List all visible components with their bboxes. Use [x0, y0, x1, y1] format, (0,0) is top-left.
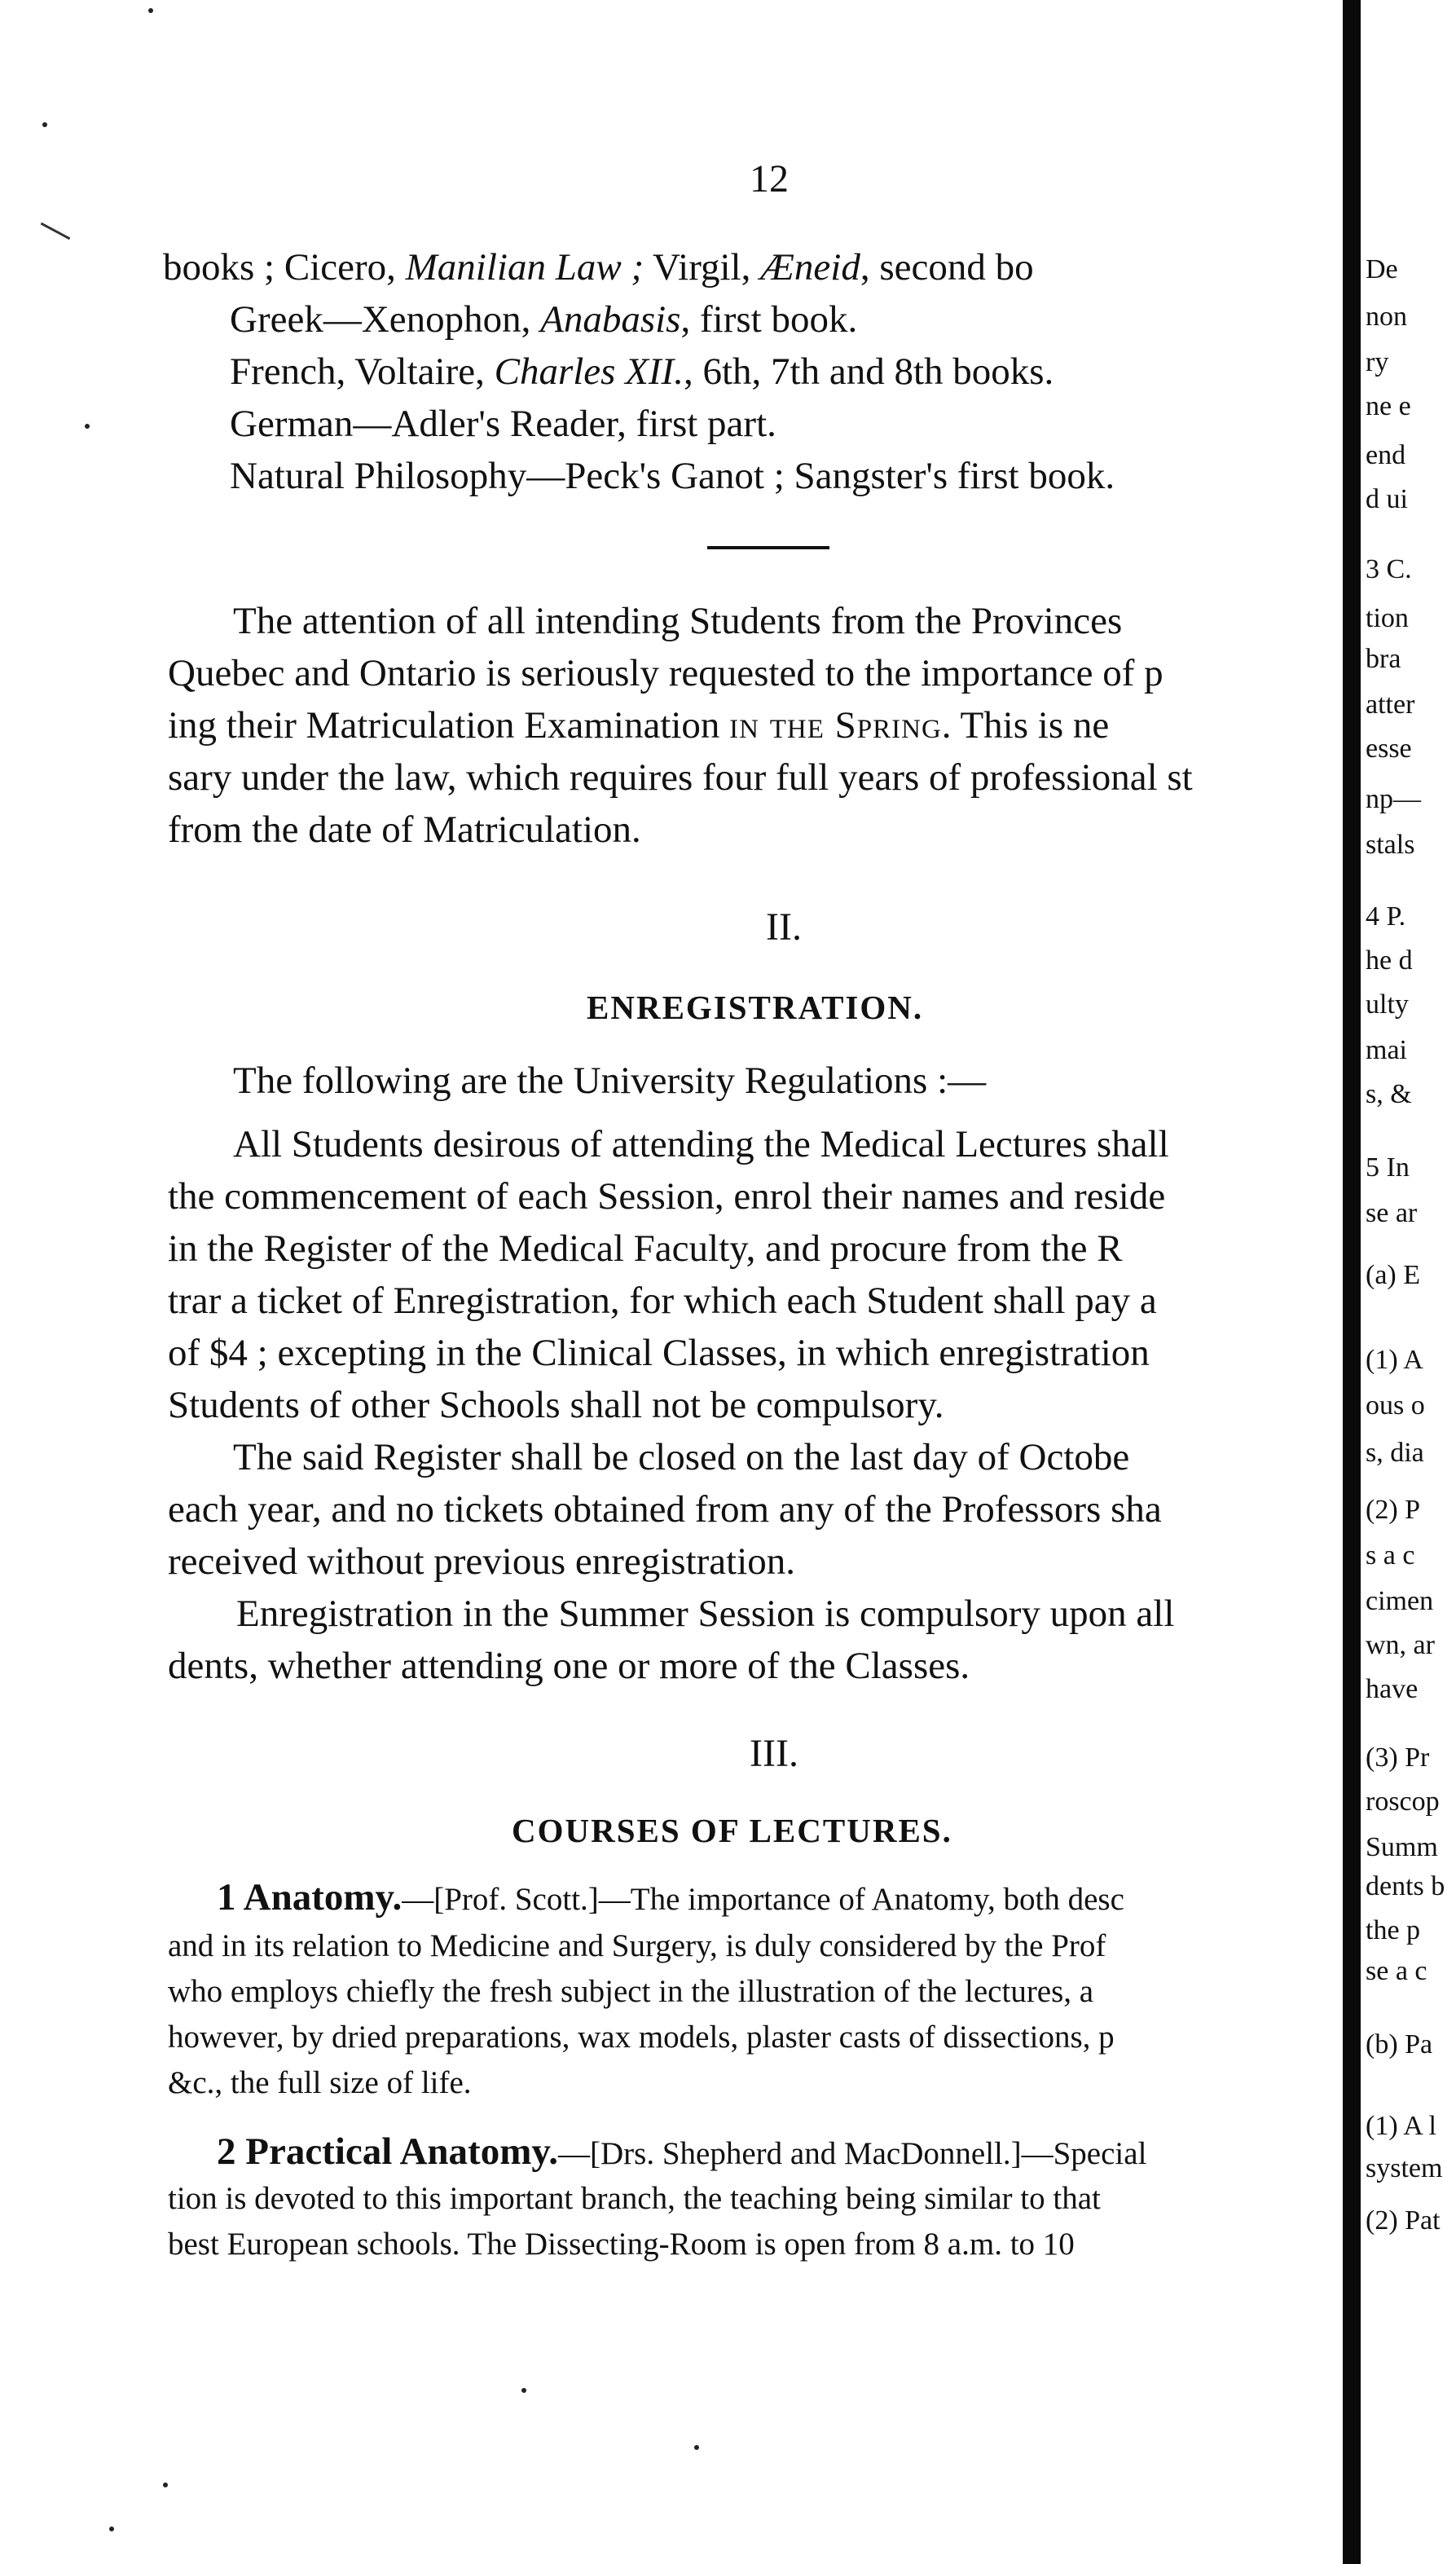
adjacent-page-fragment: 5 In — [1366, 1152, 1410, 1183]
anatomy-line-1: 1 Anatomy.—[Prof. Scott.]—The importance of Anatomy, both desc — [217, 1876, 1124, 1919]
adjacent-page-fragment: Summ — [1366, 1832, 1438, 1862]
speck-mark — [41, 222, 71, 240]
practical-lead: 2 Practical Anatomy. — [217, 2130, 559, 2173]
adjacent-page-fragment: cimen — [1366, 1586, 1434, 1616]
intro-line-3: French, Voltaire, Charles XII., 6th, 7th and 8th books. — [230, 350, 1054, 393]
adjacent-page-fragment: esse — [1366, 734, 1412, 764]
adjacent-page-fragment: he d — [1366, 945, 1413, 976]
speck — [521, 2388, 526, 2393]
adjacent-page-fragment: 4 P. — [1366, 901, 1406, 932]
adjacent-page-fragment: stals — [1366, 830, 1415, 860]
speck — [109, 2527, 114, 2531]
enreg-line-5: trar a ticket of Enregistration, for which each Student shall pay a — [168, 1280, 1157, 1322]
enreg-line-9: each year, and no tickets obtained from any of the Professors sha — [168, 1488, 1162, 1531]
section-two-title: ENREGISTRATION. — [587, 989, 924, 1026]
adjacent-page-fragment: se ar — [1366, 1198, 1418, 1228]
adjacent-page-fragment: (1) A l — [1366, 2111, 1436, 2141]
enreg-line-11: Enregistration in the Summer Session is compulsory upon all — [236, 1593, 1175, 1635]
adjacent-page-fragment: bra — [1366, 644, 1401, 674]
section-divider — [707, 546, 829, 549]
attention-line-4: sary under the law, which requires four full years of professional st — [168, 756, 1193, 799]
intro-line-4: German—Adler's Reader, first part. — [230, 403, 776, 445]
enreg-line-1: The following are the University Regulations :— — [233, 1060, 987, 1102]
adjacent-page-fragment: se a c — [1366, 1956, 1427, 1986]
practical-line-3: best European schools. The Dissecting-Room is open from 8 a.m. to 10 — [168, 2227, 1075, 2262]
adjacent-page-fragment: the p — [1366, 1915, 1421, 1945]
adjacent-page-fragment: tion — [1366, 603, 1409, 633]
adjacent-page-fragment: (3) Pr — [1366, 1742, 1430, 1773]
speck — [694, 2445, 699, 2450]
enreg-line-7: Students of other Schools shall not be compulsory. — [168, 1384, 944, 1426]
adjacent-page-fragment: s, dia — [1366, 1438, 1424, 1468]
attention-line-5: from the date of Matriculation. — [168, 808, 641, 851]
adjacent-page-fragment: ry — [1366, 347, 1389, 377]
adjacent-page-fragment: ne e — [1366, 391, 1411, 421]
adjacent-page-fragment: non — [1366, 302, 1407, 332]
enreg-line-12: dents, whether attending one or more of the Classes. — [168, 1645, 970, 1687]
anatomy-line-5: &c., the full size of life. — [168, 2065, 472, 2100]
adjacent-page-fragment: ulty — [1366, 989, 1409, 1020]
speck — [42, 122, 47, 127]
enreg-line-10: received without previous enregistration. — [168, 1540, 796, 1583]
adjacent-page-fragment: (b) Pa — [1366, 2029, 1433, 2060]
adjacent-page-fragment: atter — [1366, 689, 1415, 720]
attention-line-2: Quebec and Ontario is seriously requested to the importance of p — [168, 652, 1163, 694]
adjacent-page-fragment: ous o — [1366, 1390, 1425, 1421]
adjacent-page-fragment: end — [1366, 440, 1406, 470]
adjacent-page-fragment: (1) A — [1366, 1345, 1423, 1375]
section-two-numeral: II. — [766, 905, 802, 949]
anatomy-lead: 1 Anatomy. — [217, 1876, 402, 1919]
adjacent-page-fragment: roscop — [1366, 1786, 1440, 1817]
enreg-line-6: of $4 ; excepting in the Clinical Classes, in which enregistration — [168, 1332, 1150, 1374]
enreg-line-8: The said Register shall be closed on the last day of Octobe — [233, 1436, 1130, 1478]
adjacent-page-fragment: (a) E — [1366, 1260, 1421, 1290]
adjacent-page-fragment: s, & — [1366, 1079, 1412, 1109]
adjacent-page-column — [1362, 0, 1456, 2564]
intro-line-1: books ; Cicero, Manilian Law ; Virgil, Æneid, second bo — [163, 246, 1034, 289]
anatomy-line-2: and in its relation to Medicine and Surgery, is duly considered by the Prof — [168, 1928, 1106, 1963]
enreg-line-2: All Students desirous of attending the Medical Lectures shall — [233, 1123, 1169, 1165]
speck — [148, 8, 153, 13]
adjacent-page-fragment: system — [1366, 2153, 1443, 2183]
adjacent-page-fragment: (2) P — [1366, 1495, 1421, 1525]
section-three-title: COURSES OF LECTURES. — [512, 1812, 952, 1849]
section-three-numeral: III. — [750, 1732, 798, 1775]
adjacent-page-fragment: (2) Pat — [1366, 2205, 1441, 2236]
adjacent-page-fragment: np— — [1366, 784, 1421, 814]
enreg-line-3: the commencement of each Session, enrol their names and reside — [168, 1175, 1166, 1218]
speck — [85, 424, 90, 429]
enreg-line-4: in the Register of the Medical Faculty, and procure from the R — [168, 1227, 1123, 1270]
attention-line-3: ing their Matriculation Examination in the Spring. This is ne — [168, 704, 1110, 747]
practical-line-1: 2 Practical Anatomy.—[Drs. Shepherd and MacDonnell.]—Special — [217, 2130, 1147, 2173]
intro-line-2: Greek—Xenophon, Anabasis, first book. — [230, 298, 858, 341]
intro-line-5: Natural Philosophy—Peck's Ganot ; Sangster's first book. — [230, 455, 1115, 497]
adjacent-page-fragment: d ui — [1366, 484, 1408, 514]
binding-shadow — [1343, 0, 1361, 2564]
adjacent-page-fragment: mai — [1366, 1035, 1407, 1065]
speck — [163, 2482, 168, 2487]
adjacent-page-fragment: De — [1366, 254, 1398, 284]
adjacent-page-fragment: 3 C. — [1366, 554, 1412, 584]
adjacent-page-fragment: s a c — [1366, 1540, 1415, 1571]
adjacent-page-fragment: have — [1366, 1674, 1419, 1704]
anatomy-line-4: however, by dried preparations, wax models, plaster casts of dissections, p — [168, 2020, 1115, 2055]
adjacent-page-fragment: wn, ar — [1366, 1630, 1435, 1660]
attention-line-1: The attention of all intending Students from the Provinces — [233, 600, 1123, 642]
page-number: 12 — [750, 157, 789, 200]
adjacent-page-fragment: dents b — [1366, 1871, 1445, 1901]
anatomy-line-3: who employs chiefly the fresh subject in the illustration of the lectures, a — [168, 1974, 1094, 2009]
practical-line-2: tion is devoted to this important branch, the teaching being similar to that — [168, 2181, 1101, 2216]
